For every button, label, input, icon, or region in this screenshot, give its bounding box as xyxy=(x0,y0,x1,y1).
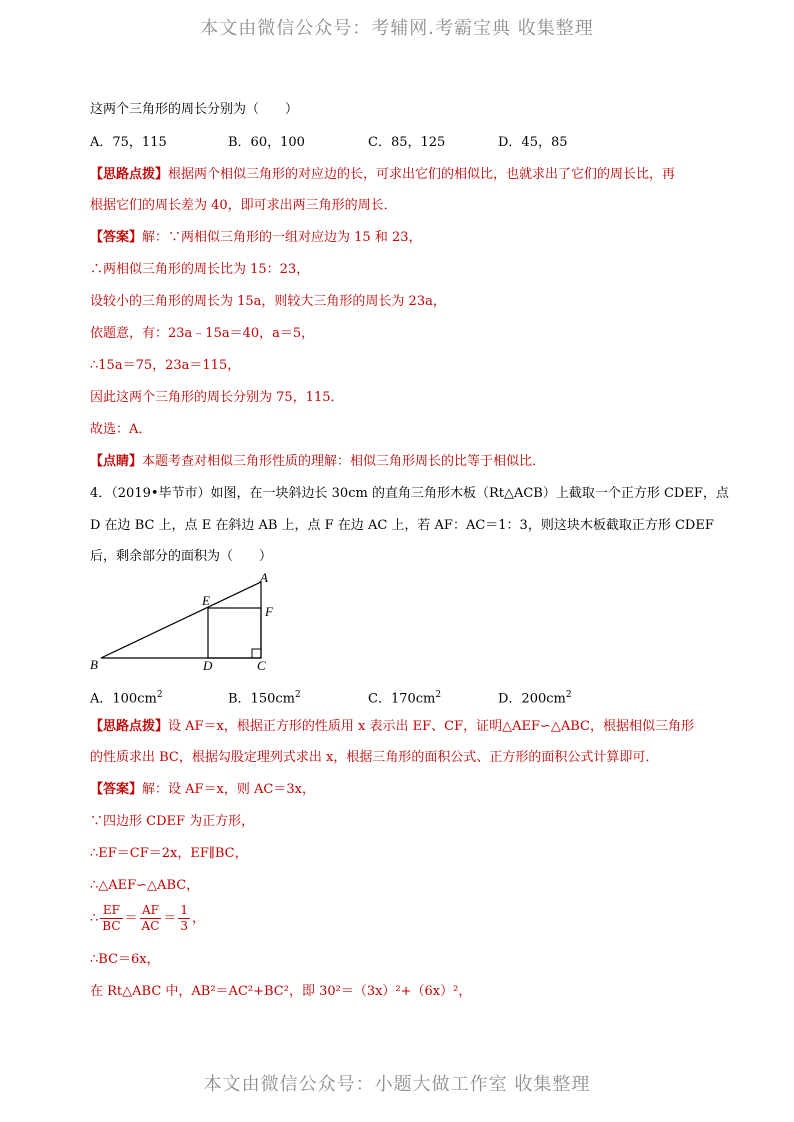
q3-option-d[interactable]: D．45，85 xyxy=(498,135,568,150)
q3-answer-line2: ∴两相似三角形的周长比为 15：23， xyxy=(90,262,310,277)
ratio-prefix: ∴ xyxy=(90,911,99,926)
q4-hint-tag: 【思路点拨】 xyxy=(90,719,169,734)
q4-option-d[interactable] xyxy=(498,685,572,709)
q3-answer-line6: 因此这两个三角形的周长分别为 75，115． xyxy=(90,390,344,405)
q3-option-b[interactable]: B．60，100 xyxy=(228,135,305,150)
watermark-bottom: 本文由微信公众号：小题大做工作室 收集整理 xyxy=(203,1074,591,1095)
q4-option-b-text: B．150cm xyxy=(228,691,295,707)
q4-answer-text: 解：设 AF＝x，则 AC＝3x， xyxy=(142,782,315,797)
fraction-af-ac xyxy=(140,903,162,934)
q3-hint-text: 根据两个相似三角形的对应边的长，可求出它们的相似比，也就求出了它们的周长比，再 xyxy=(168,167,676,182)
q4-option-c[interactable] xyxy=(368,685,441,709)
q3-hint-tag: 【思路点拨】 xyxy=(90,167,169,182)
q3-option-a[interactable]: A．75，115 xyxy=(90,135,167,150)
ratio-equals-1: ＝ xyxy=(124,911,138,926)
q4-answer-line3: ∴EF＝CF＝2x，EF∥BC， xyxy=(90,846,248,861)
q4-hint-line2: 的性质求出 BC，根据勾股定理列式求出 x，根据三角形的面积公式、正方形的面积公式计算即可． xyxy=(90,750,659,765)
q4-option-a[interactable] xyxy=(90,685,163,709)
q4-answer-line4: ∴△AEF∽△ABC， xyxy=(90,878,200,893)
q4-hint-line1 xyxy=(90,717,694,737)
fraction-denominator: AC xyxy=(141,919,160,933)
q3-answer-line4: 依题意，有：23a﹣15a＝40，a＝5， xyxy=(90,326,315,341)
q4-option-c-sup: 2 xyxy=(435,690,442,700)
fraction-numerator: EF xyxy=(100,903,122,919)
square-cdef xyxy=(208,608,261,658)
q3-answer-line3: 设较小的三角形的周长为 15a，则较大三角形的周长为 23a， xyxy=(90,294,446,309)
q4-option-d-text: D．200cm xyxy=(498,691,566,707)
q3-option-c[interactable]: C．85，125 xyxy=(368,135,446,150)
fraction-numerator: 1 xyxy=(180,903,189,917)
q3-hint-line2: 根据它们的周长差为 40，即可求出两三角形的周长． xyxy=(90,198,397,213)
q4-answer-line1 xyxy=(90,780,315,800)
q4-answer-tag: 【答案】 xyxy=(90,782,143,797)
fraction-denominator: BC xyxy=(102,919,121,933)
q4-option-a-text: A．100cm xyxy=(90,691,157,707)
q3-comment-tag: 【点睛】 xyxy=(90,454,143,469)
q3-comment xyxy=(90,452,545,472)
fraction-one-third xyxy=(178,903,190,934)
ratio-suffix: ， xyxy=(192,911,206,926)
q4-ratio-line xyxy=(90,903,205,934)
q4-stem-line1: 4．（2019•毕节市）如图，在一块斜边长 30cm 的直角三角形木板（Rt△ACB）上截取一个正方形 CDEF，点 xyxy=(90,486,729,501)
q4-stem-line2: D 在边 BC 上，点 E 在斜边 AB 上，点 F 在边 AC 上，若 AF：AC＝1：3，则这块木板截取正方形 CDEF xyxy=(90,518,714,533)
label-b: B xyxy=(90,657,98,672)
q3-comment-text: 本题考查对相似三角形性质的理解：相似三角形周长的比等于相似比． xyxy=(142,454,546,469)
q4-stem-line3: 后，剩余部分的面积为（ ） xyxy=(90,549,273,564)
q3-answer-line5: ∴15a＝75，23a＝115， xyxy=(90,358,241,373)
label-d: D xyxy=(203,658,213,673)
triangle-figure xyxy=(80,570,290,675)
q4-answer-line6: ∴BC＝6x， xyxy=(90,952,160,967)
right-angle-mark xyxy=(252,649,261,658)
q3-answer-tag: 【答案】 xyxy=(90,230,143,245)
q4-hint-text: 设 AF＝x，根据正方形的性质用 x 表示出 EF、CF，证明△AEF∽△ABC，根据相似三角形 xyxy=(168,719,695,734)
label-a: A xyxy=(260,570,268,585)
fraction-numerator: AF xyxy=(140,903,162,919)
q4-answer-line7: 在 Rt△ABC 中，AB²＝AC²+BC²，即 30²＝（3x）²+（6x）²， xyxy=(90,984,472,999)
watermark-top: 本文由微信公众号：考辅网.考霸宝典 收集整理 xyxy=(200,18,594,39)
ratio-equals-2: ＝ xyxy=(163,911,177,926)
q3-hint-line1 xyxy=(90,165,675,185)
q3-answer-line1 xyxy=(90,228,422,248)
q4-options xyxy=(90,685,710,705)
q4-option-c-text: C．170cm xyxy=(368,691,436,707)
q4-option-d-sup: 2 xyxy=(565,690,572,700)
q3-answer-line7: 故选：A． xyxy=(90,422,152,437)
label-e: E xyxy=(202,593,210,608)
q3-stem: 这两个三角形的周长分别为（ ） xyxy=(90,102,299,117)
fraction-denominator: 3 xyxy=(180,919,189,933)
q3-answer-text: 解：∵两相似三角形的一组对应边为 15 和 23， xyxy=(142,230,422,245)
fraction-ef-bc xyxy=(100,903,122,934)
label-c: C xyxy=(257,658,266,673)
q4-answer-line2: ∵四边形 CDEF 为正方形， xyxy=(90,814,255,829)
label-f: F xyxy=(265,604,273,619)
triangle-abc xyxy=(101,582,261,658)
q4-option-b[interactable] xyxy=(228,685,301,709)
q3-options xyxy=(90,133,710,153)
q4-option-a-sup: 2 xyxy=(156,690,163,700)
q4-option-b-sup: 2 xyxy=(294,690,301,700)
